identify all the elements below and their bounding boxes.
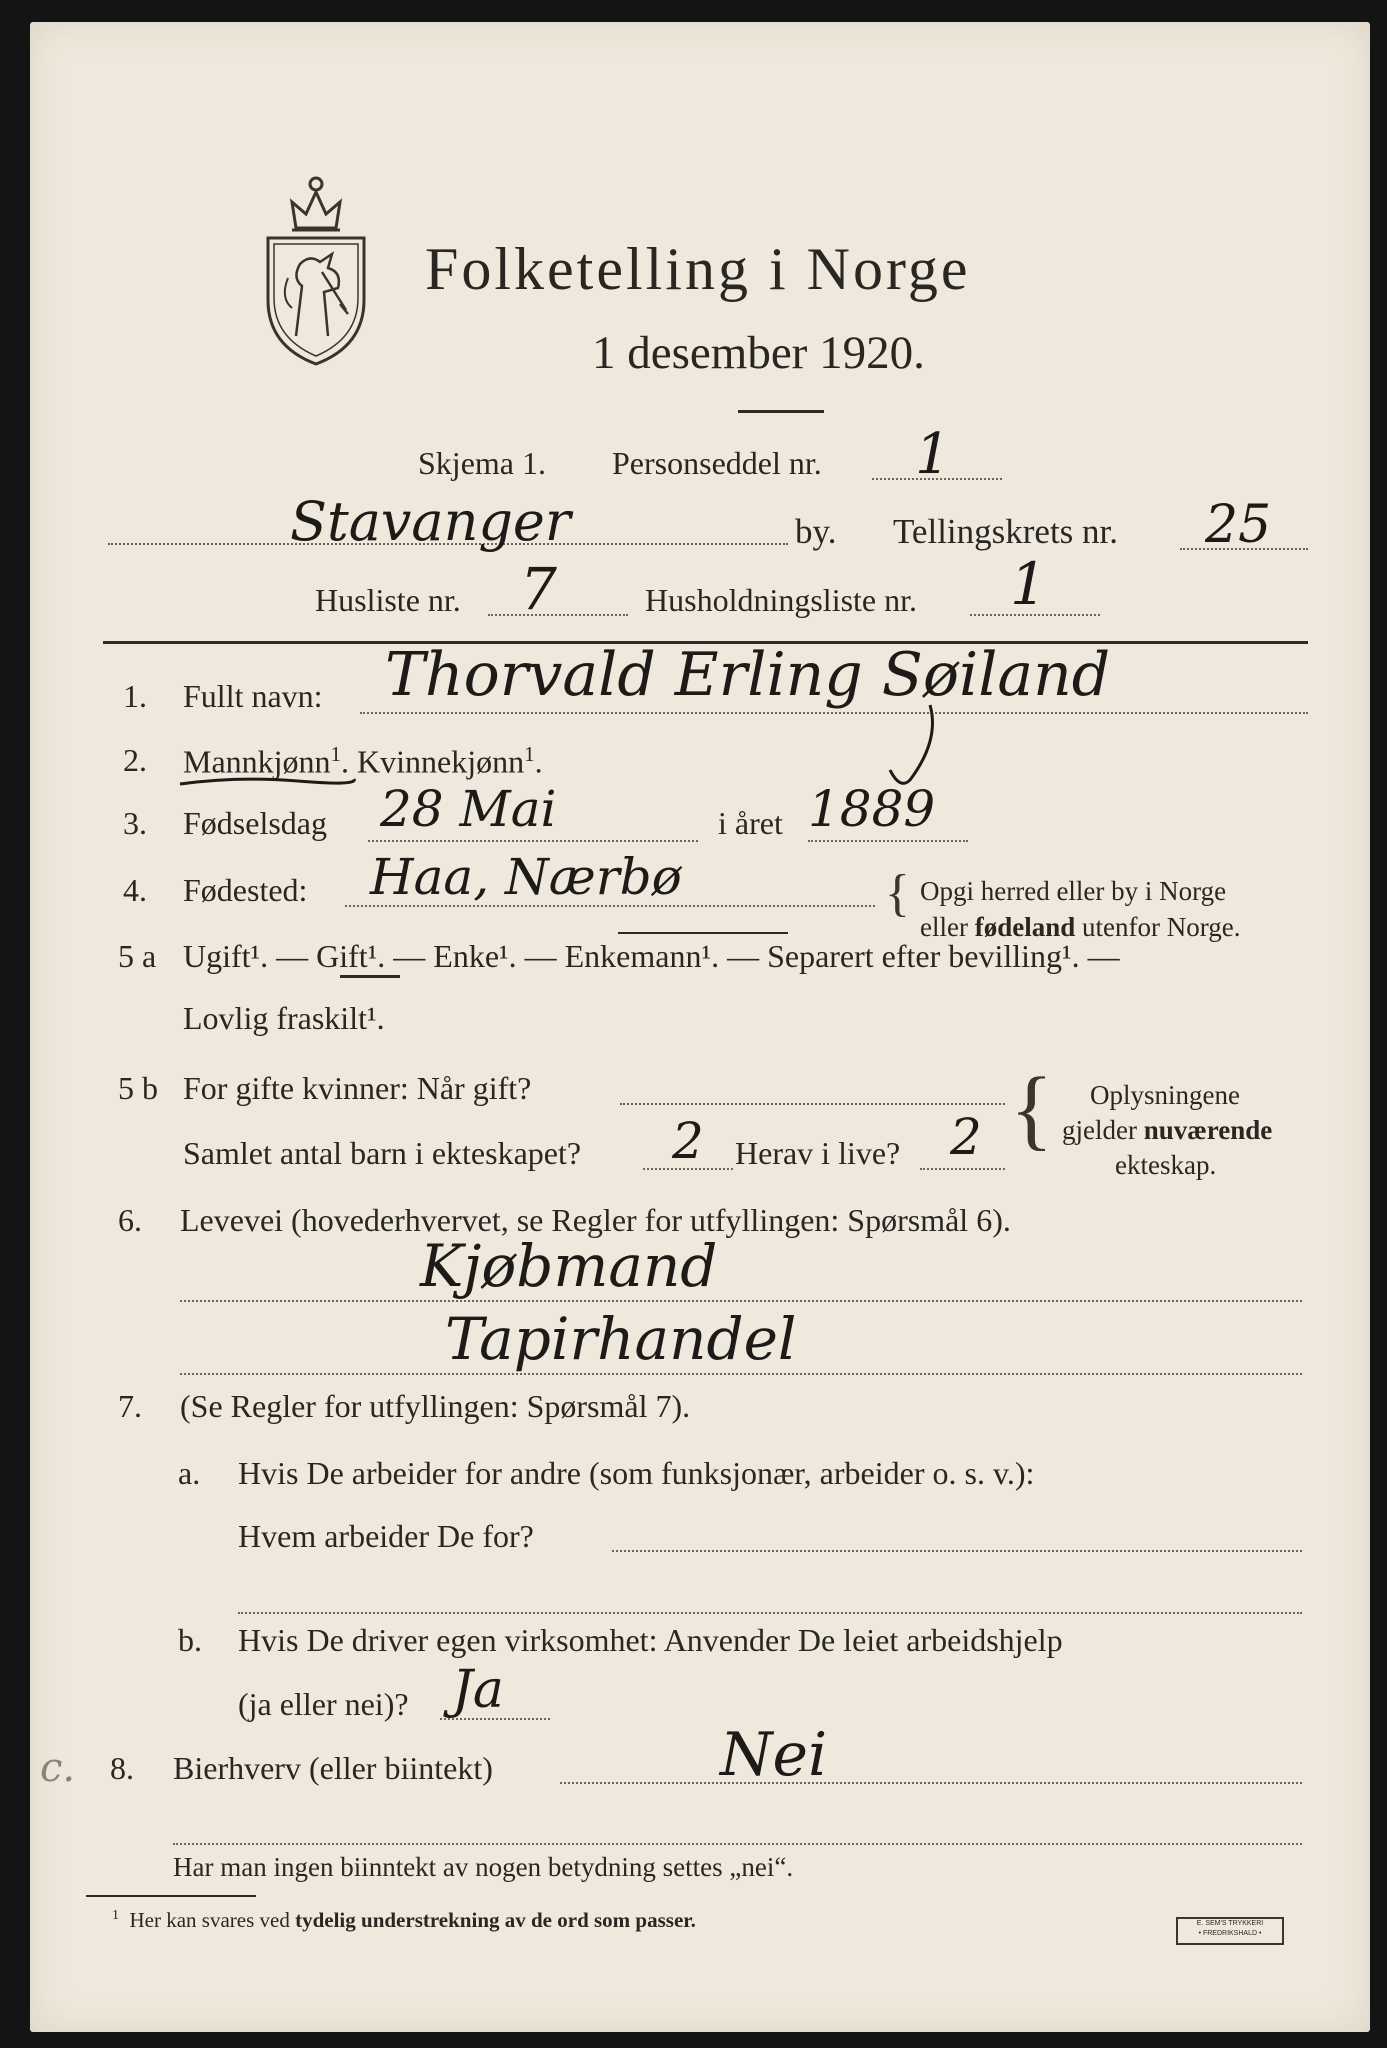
q6-line1 — [180, 1300, 1302, 1302]
q4-number: 4. — [123, 872, 147, 908]
q7-label: (Se Regler for utfyllingen: Spørsmål 7). — [180, 1388, 691, 1424]
gift-underline — [340, 975, 400, 978]
q5b-brace: { — [1010, 1060, 1054, 1159]
q8-number: 8. — [110, 1750, 134, 1786]
husliste-label: Husliste nr. — [315, 582, 461, 618]
alive-value[interactable]: 2 — [950, 1108, 982, 1166]
q7a-extra-line — [238, 1612, 1302, 1614]
q3-label: Fødselsdag — [183, 805, 327, 841]
tellingskrets-value[interactable]: 25 — [1205, 495, 1272, 555]
q5b-note-line3: ekteskap. — [1115, 1150, 1217, 1180]
name-flourish — [870, 700, 950, 790]
husliste-value[interactable]: 7 — [520, 555, 557, 623]
q5b-note-line1: Oplysningene — [1090, 1080, 1240, 1110]
q8-extra-line — [173, 1843, 1302, 1845]
personseddel-label: Personseddel nr. — [612, 445, 822, 481]
census-date: 1 desember 1920. — [592, 327, 925, 379]
skjema-label: Skjema 1. — [418, 445, 546, 481]
q5b-label1: For gifte kvinner: Når gift? — [183, 1070, 532, 1106]
coat-of-arms-icon — [262, 168, 370, 368]
q5b-number: 5 b — [118, 1070, 158, 1106]
occupation-value-1[interactable]: Kjøbmand — [420, 1232, 718, 1300]
full-name-value[interactable]: Thorvald Erling Søiland — [385, 640, 1111, 710]
q7b-line2: (ja eller nei)? — [238, 1686, 409, 1722]
q5b-alive-label: Herav i live? — [735, 1135, 901, 1171]
q1-label: Fullt navn: — [183, 678, 323, 714]
q8-label: Bierhverv (eller biintekt) — [173, 1750, 493, 1786]
q7-number: 7. — [118, 1388, 142, 1424]
footnote: $^1$ Her kan svares ved tydelig understrekning av de ord som passer. — [112, 1908, 696, 1932]
q4-note-line1: Opgi herred eller by i Norge — [920, 876, 1227, 906]
q7a-line2: Hvem arbeider De for? — [238, 1518, 534, 1554]
q7a-employer-line — [612, 1550, 1302, 1552]
q4-underline — [618, 932, 788, 934]
q5a-options[interactable]: Ugift¹. — Gift¹. — Enke¹. — Enkemann¹. — Separert efter bevilling¹. — — [183, 938, 1120, 974]
q2-number: 2. — [123, 742, 147, 778]
q5b-note-line2: gjelder nuværende — [1062, 1115, 1273, 1145]
option-mannkjonn[interactable]: Mannkjønn — [183, 743, 331, 780]
q3-number: 3. — [123, 805, 147, 841]
q3-year-line — [808, 840, 968, 842]
q1-number: 1. — [123, 678, 147, 714]
q5b-label2: Samlet antal barn i ekteskapet? — [183, 1135, 582, 1171]
occupation-value-2[interactable]: Tapirhandel — [445, 1305, 797, 1373]
q3-year-label: i året — [718, 805, 783, 841]
biinntekt-note: Har man ingen biinntekt av nogen betydning settes „nei“. — [173, 1852, 794, 1882]
tellingskrets-label: Tellingskrets nr. — [893, 512, 1119, 551]
title-divider — [738, 410, 824, 413]
q5b-alive-line — [920, 1168, 1005, 1170]
footnote-ref: 1 — [524, 742, 535, 766]
footnote-ref: 1 — [330, 742, 342, 766]
margin-mark: c. — [40, 1745, 76, 1791]
children-value[interactable]: 2 — [672, 1112, 704, 1170]
footnote-divider — [86, 1895, 256, 1897]
option-kvinnekjonn[interactable]: Kvinnekjønn — [357, 743, 525, 780]
hired-help-value[interactable]: Ja — [452, 1660, 504, 1720]
birth-day-value[interactable]: 28 Mai — [380, 780, 557, 838]
q7a-letter: a. — [178, 1455, 201, 1491]
husholdning-value[interactable]: 1 — [1010, 550, 1047, 618]
q3-day-line — [368, 840, 698, 842]
husliste-line — [488, 614, 628, 616]
personseddel-value[interactable]: 1 — [915, 422, 951, 487]
q6-number: 6. — [118, 1202, 142, 1238]
q5a-line2[interactable]: Lovlig fraskilt¹. — [183, 1000, 385, 1036]
printer-stamp: E. SEM'S TRYKKERI • FREDRIKSHALD • — [1176, 1917, 1284, 1945]
q8-line — [560, 1782, 1302, 1784]
birthplace-value[interactable]: Haa, Nærbø — [370, 848, 682, 906]
q1-line — [360, 712, 1308, 714]
terminator: . — [534, 743, 543, 780]
q4-label: Fødested: — [183, 872, 308, 908]
mannkjonn-underline — [178, 774, 358, 788]
secondary-income-value[interactable]: Nei — [720, 1720, 828, 1790]
q7b-letter: b. — [178, 1622, 202, 1658]
q7b-line1: Hvis De driver egen virksomhet: Anvender De leiet arbeidshjelp — [238, 1622, 1063, 1658]
q6-label: Levevei (hovederhvervet, se Regler for utfyllingen: Spørsmål 6). — [180, 1202, 1011, 1238]
separator: . — [341, 743, 350, 780]
q7a-line1: Hvis De arbeider for andre (som funksjonær, arbeider o. s. v.): — [238, 1455, 1035, 1491]
birth-year-value[interactable]: 1889 — [808, 780, 936, 838]
form-title: Folketelling i Norge — [425, 236, 971, 302]
q4-note-line2: eller fødeland utenfor Norge. — [920, 912, 1241, 942]
husholdning-label: Husholdningsliste nr. — [645, 582, 918, 618]
q6-line2 — [180, 1373, 1302, 1375]
q5a-number: 5 a — [118, 938, 157, 974]
q5b-married-line — [620, 1103, 1005, 1105]
q4-brace: { — [885, 865, 910, 922]
by-label: by. — [795, 512, 837, 551]
city-value[interactable]: Stavanger — [290, 490, 571, 553]
